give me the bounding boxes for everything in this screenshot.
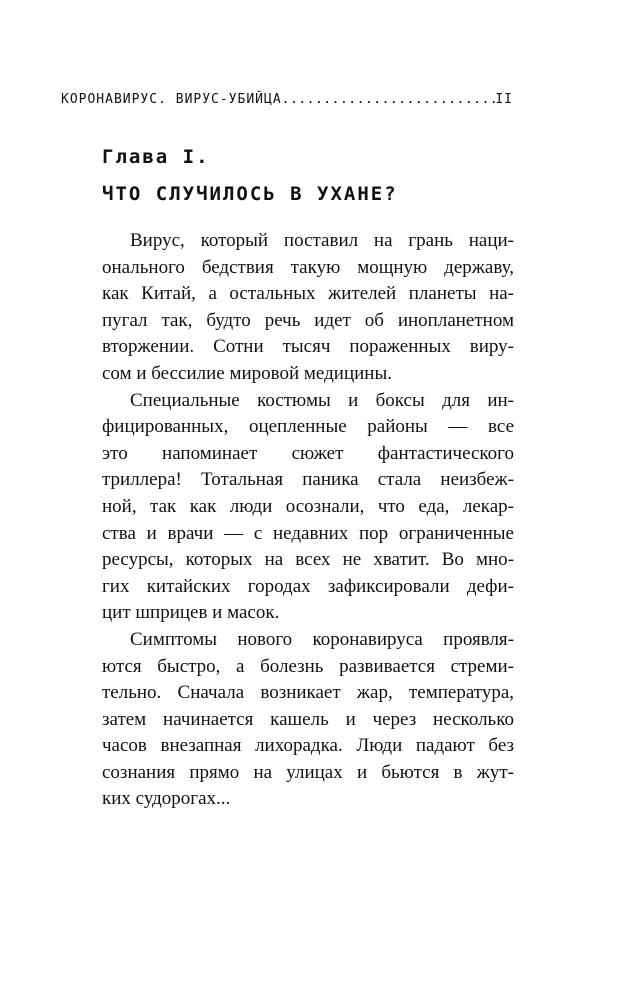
- running-head-title: КОРОНАВИРУС. ВИРУС-УБИЙЦА: [61, 92, 282, 107]
- chapter-title: ЧТО СЛУЧИЛОСЬ В УХАНЕ?: [102, 183, 398, 205]
- text-line: пугал так, будто речь идет об инопланетном: [102, 309, 514, 331]
- text-line: сом и бессилие мировой медицины.: [102, 362, 392, 384]
- paragraph: [102, 228, 514, 388]
- page-number: II: [495, 92, 513, 107]
- text-line: тельно. Сначала возникает жар, температура,: [102, 682, 514, 704]
- dot-leader: [282, 92, 496, 107]
- running-head: [61, 92, 513, 107]
- text-line: ной, так как люди осознали, что еда, лекар-: [102, 495, 514, 517]
- text-line: цит шприцев и масок.: [102, 602, 280, 624]
- text-line: часов внезапная лихорадка. Люди падают без: [102, 735, 514, 757]
- text-line: ресурсы, которых на всех не хватит. Во мно-: [102, 549, 514, 571]
- text-line: Специальные костюмы и боксы для ин-: [130, 389, 514, 411]
- text-line: онального бедствия такую мощную державу,: [102, 256, 514, 278]
- text-line: ких судорогах...: [102, 788, 231, 810]
- text-line: ства и врачи — с недавних пор ограниченные: [102, 522, 514, 544]
- text-line: сознания прямо на улицах и бьются в жут-: [102, 761, 514, 783]
- paragraph: [102, 627, 514, 813]
- text-line: триллера! Тотальная паника стала неизбеж-: [102, 469, 514, 491]
- text-line: как Китай, а остальных жителей планеты на-: [102, 283, 514, 305]
- text-line: гих китайских городах зафиксировали дефи-: [102, 575, 514, 597]
- text-line: это напоминает сюжет фантастического: [102, 442, 514, 464]
- text-line: Симптомы нового коронавируса проявля-: [130, 628, 514, 650]
- text-line: затем начинается кашель и через несколько: [102, 708, 514, 730]
- text-line: вторжении. Сотни тысяч пораженных виру-: [102, 336, 514, 358]
- text-line: Вирус, который поставил на грань наци-: [130, 230, 514, 251]
- chapter-label: Глава I.: [102, 146, 210, 168]
- body-text: [102, 228, 514, 813]
- text-line: фицированных, оцепленные районы — все: [102, 416, 514, 438]
- paragraph: [102, 388, 514, 627]
- text-line: ются быстро, а болезнь развивается стреми-: [102, 655, 514, 677]
